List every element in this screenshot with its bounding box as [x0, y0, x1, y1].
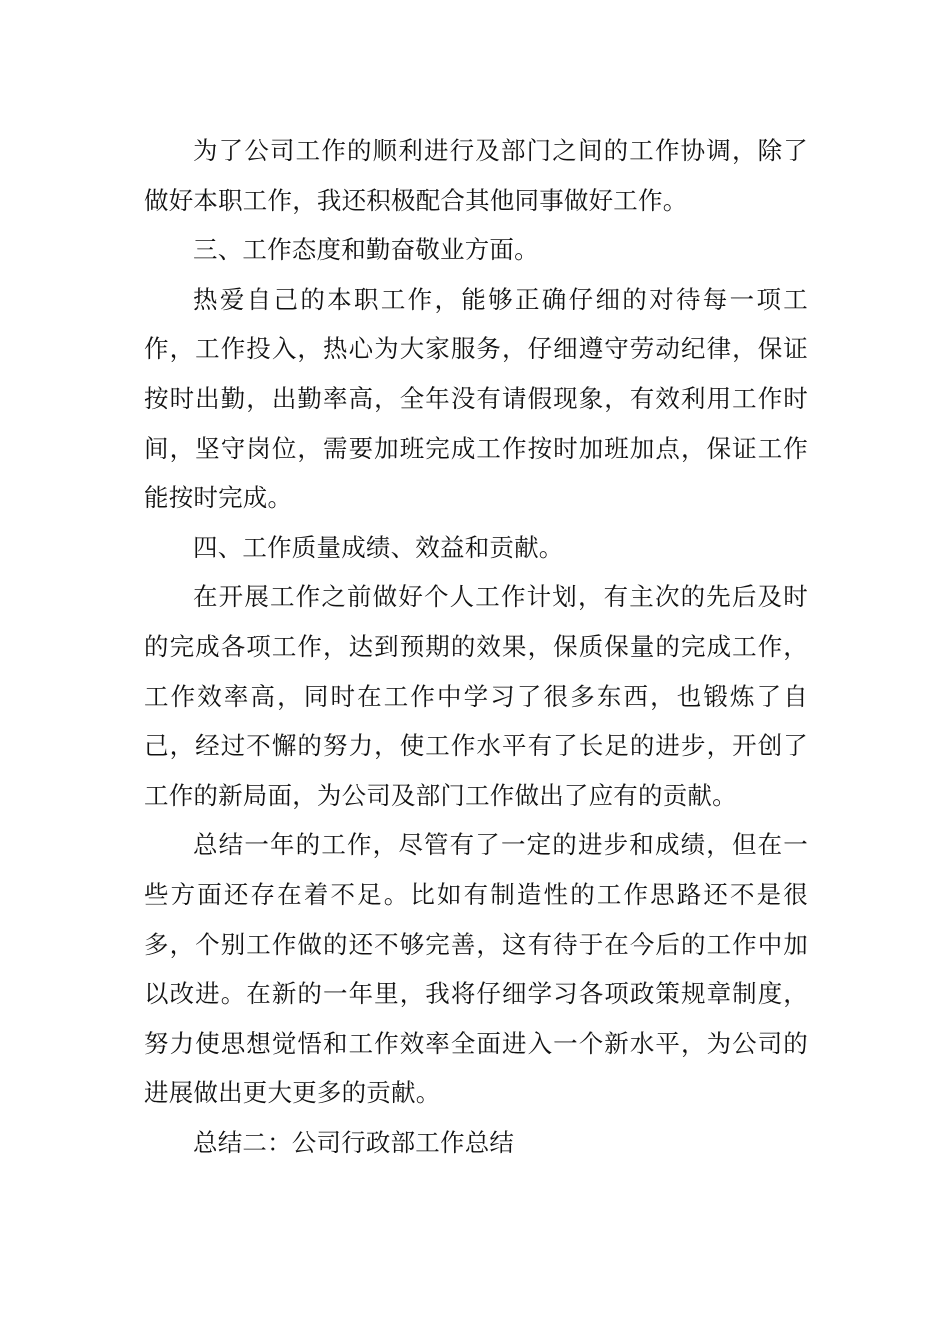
paragraph-cooperation: 为了公司工作的顺利进行及部门之间的工作协调，除了做好本职工作，我还积极配合其他同事做好工作。	[144, 136, 808, 215]
document-body	[144, 126, 808, 1167]
paragraph-quality: 在开展工作之前做好个人工作计划，有主次的先后及时的完成各项工作，达到预期的效果，保质保量的完成工作，工作效率高，同时在工作中学习了很多东西，也锻炼了自己，经过不懈的努力，使工作水平有了长足的进步，开创了工作的新局面，为公司及部门工作做出了应有的贡献。	[144, 582, 808, 810]
section-heading-attitude: 三、工作态度和勤奋敬业方面。	[193, 235, 539, 265]
paragraph-attitude: 热爱自己的本职工作，能够正确仔细的对待每一项工作，工作投入，热心为大家服务，仔细遵守劳动纪律，保证按时出勤，出勤率高，全年没有请假现象，有效利用工作时间，坚守岗位，需要加班完成工作按时加班加点，保证工作能按时完成。	[144, 284, 808, 513]
paragraph-summary: 总结一年的工作，尽管有了一定的进步和成绩，但在一些方面还存在着不足。比如有制造性的工作思路还不是很多，个别工作做的还不够完善，这有待于在今后的工作中加以改进。在新的一年里，我将仔细学习各项政策规章制度，努力使思想觉悟和工作效率全面进入一个新水平，为公司的进展做出更大更多的贡献。	[144, 830, 808, 1108]
section-heading-summary-two: 总结二：公司行政部工作总结	[193, 1127, 515, 1157]
section-heading-quality: 四、工作质量成绩、效益和贡献。	[193, 532, 564, 562]
